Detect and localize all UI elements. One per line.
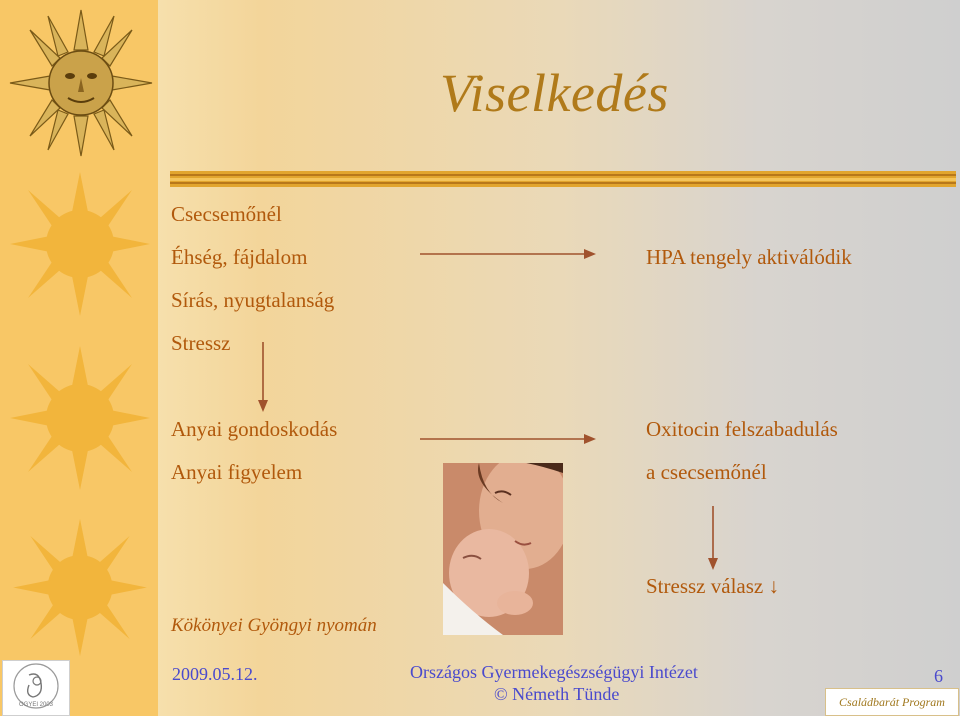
slide-title: Viselkedés bbox=[440, 63, 669, 123]
footer-institute: Országos Gyermekegészségügyi Intézet bbox=[410, 662, 698, 682]
credit-text: Kökönyei Gyöngyi nyomán bbox=[171, 615, 377, 636]
text-csecsemonel: Csecsemőnél bbox=[171, 202, 282, 226]
arrow-down-icon bbox=[706, 506, 720, 570]
ogyei-logo bbox=[2, 660, 70, 716]
ogyei-logo-text: OGYEI 2003 bbox=[18, 702, 54, 708]
sun-icon bbox=[6, 342, 154, 494]
text-anyai-gondoskodas: Anyai gondoskodás bbox=[171, 417, 338, 441]
page-number: 6 bbox=[934, 666, 943, 686]
text-hpa: HPA tengely aktiválódik bbox=[646, 245, 852, 269]
text-ehseg: Éhség, fájdalom bbox=[171, 245, 308, 269]
title-divider bbox=[170, 171, 956, 187]
text-stressz: Stressz bbox=[171, 331, 231, 355]
arrow-right-icon bbox=[420, 432, 596, 446]
text-anyai-figyelem: Anyai figyelem bbox=[171, 460, 303, 484]
csaladbarat-logo: Családbarát Program bbox=[825, 688, 959, 716]
arrow-right-icon bbox=[420, 247, 596, 261]
mother-baby-photo bbox=[443, 463, 563, 635]
text-stressz-valasz: Stressz válasz ↓ bbox=[646, 574, 779, 598]
sun-face-icon bbox=[8, 8, 154, 158]
sun-icon bbox=[6, 515, 154, 660]
text-siras: Sírás, nyugtalanság bbox=[171, 288, 335, 312]
sun-icon bbox=[6, 168, 154, 320]
footer-author: © Németh Tünde bbox=[494, 684, 620, 704]
text-csecsemonel-2: a csecsemőnél bbox=[646, 460, 767, 484]
arrow-down-icon bbox=[256, 342, 270, 412]
text-oxitocin: Oxitocin felszabadulás bbox=[646, 417, 838, 441]
footer-date: 2009.05.12. bbox=[172, 664, 258, 684]
